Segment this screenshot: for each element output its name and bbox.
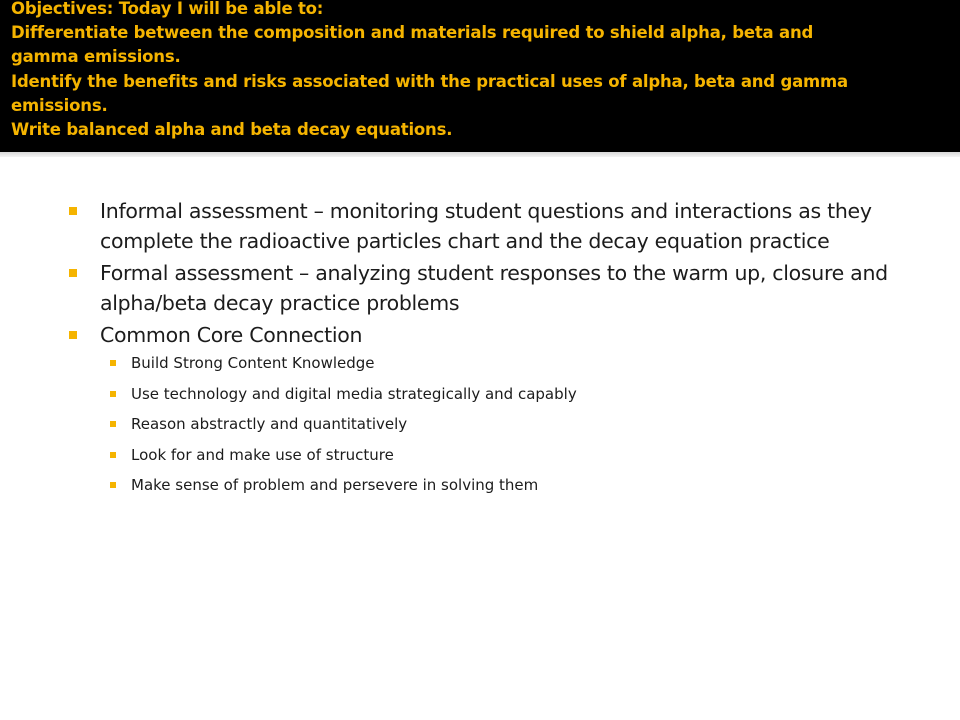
- bullet-common-core: [100, 320, 890, 350]
- sub-bullet: [131, 413, 891, 435]
- square-bullet-icon: [110, 360, 116, 366]
- sub-bullet-text: Build Strong Content Knowledge: [131, 354, 375, 372]
- objective-line: Differentiate between the composition and materials required to shield alpha, beta and: [11, 23, 814, 43]
- square-bullet-icon: [69, 207, 77, 215]
- sub-bullet-text: Reason abstractly and quantitatively: [131, 415, 408, 433]
- bullet-text: Formal assessment – analyzing student responses to the warm up, closure and alpha/beta decay practice problems: [100, 261, 888, 315]
- bullet-informal-assessment: [100, 196, 890, 256]
- sub-bullet-text: Use technology and digital media strategically and capably: [131, 384, 577, 403]
- sub-bullet: [131, 383, 891, 405]
- bullet-formal-assessment: [100, 258, 890, 318]
- objective-line: emissions.: [11, 95, 108, 115]
- square-bullet-icon: [110, 452, 116, 458]
- sub-bullet-text: Make sense of problem and persevere in solving them: [131, 476, 539, 494]
- objective-line: gamma emissions.: [11, 47, 181, 67]
- square-bullet-icon: [110, 391, 116, 397]
- bullet-text: Common Core Connection: [100, 323, 363, 347]
- slide-body: [0, 196, 960, 505]
- sub-bullet: [131, 474, 891, 496]
- objective-line: Write balanced alpha and beta decay equations.: [11, 120, 453, 140]
- header-divider: [0, 152, 960, 157]
- objectives-header: [0, 0, 960, 152]
- bullet-text: Informal assessment – monitoring student questions and interactions as they complete the radioactive particles chart and the decay equation practice: [100, 199, 872, 253]
- square-bullet-icon: [110, 482, 116, 488]
- sub-bullet-text: Look for and make use of structure: [131, 445, 394, 464]
- square-bullet-icon: [69, 269, 77, 277]
- square-bullet-icon: [110, 421, 116, 427]
- sub-bullet: [131, 352, 891, 374]
- sub-bullet: [131, 444, 891, 466]
- square-bullet-icon: [69, 331, 77, 339]
- objective-line: Identify the benefits and risks associated with the practical uses of alpha, beta and gamma: [11, 71, 848, 91]
- objectives-title: Objectives: Today I will be able to:: [11, 0, 324, 18]
